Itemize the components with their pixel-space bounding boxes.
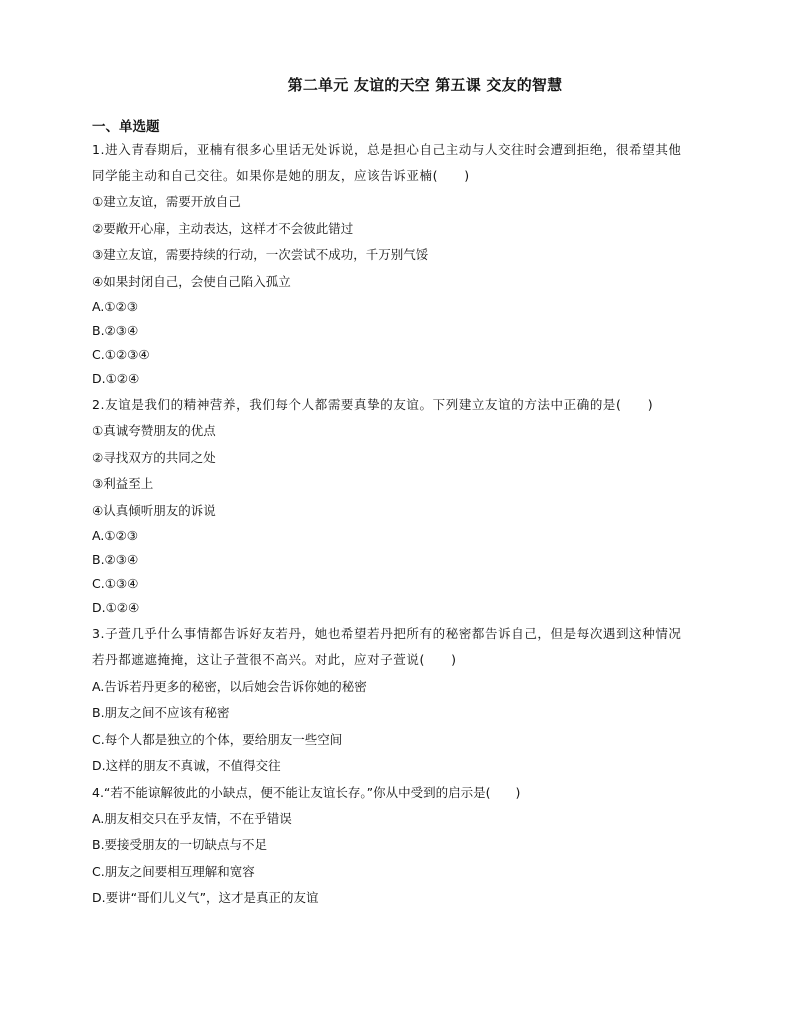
question-2-option-a: A.①②③ bbox=[92, 528, 138, 543]
question-1-stem-line-1: 1.进入青春期后，亚楠有很多心里话无处诉说，总是担心自己主动与人交往时会遭到拒绝，很希望其他 bbox=[92, 142, 682, 157]
question-3-option-a: A.告诉若丹更多的秘密，以后她会告诉你她的秘密 bbox=[92, 679, 367, 694]
question-2-stem-line-1: 2.友谊是我们的精神营养，我们每个人都需要真挚的友谊。下列建立友谊的方法中正确的是( ) bbox=[92, 397, 654, 412]
question-1-option-b: B.②③④ bbox=[92, 323, 139, 338]
question-3-option-b: B.朋友之间不应该有秘密 bbox=[92, 705, 230, 720]
question-2-option-b: B.②③④ bbox=[92, 552, 139, 567]
question-4-option-b: B.要接受朋友的一切缺点与不足 bbox=[92, 837, 268, 852]
question-3-option-d: D.这样的朋友不真诚，不值得交往 bbox=[92, 758, 281, 773]
question-3-stem-line-1: 3.子萱几乎什么事情都告诉好友若丹，她也希望若丹把所有的秘密都告诉自己，但是每次遇到这种情况 bbox=[92, 626, 682, 641]
question-1-item-2: ②要敞开心扉，主动表达，这样才不会彼此错过 bbox=[92, 221, 354, 236]
question-4-option-c: C.朋友之间要相互理解和宽容 bbox=[92, 864, 255, 879]
question-1-stem-line-2: 同学能主动和自己交往。如果你是她的朋友，应该告诉亚楠( ) bbox=[92, 168, 470, 183]
page-title: 第二单元 友谊的天空 第五课 交友的智慧 bbox=[287, 76, 563, 94]
question-1-option-a: A.①②③ bbox=[92, 299, 138, 314]
question-2-option-d: D.①②④ bbox=[92, 600, 140, 615]
question-4-option-d: D.要讲“哥们儿义气”，这才是真正的友谊 bbox=[92, 890, 319, 905]
question-2-option-c: C.①③④ bbox=[92, 576, 139, 591]
question-1-item-4: ④如果封闭自己，会使自己陷入孤立 bbox=[92, 274, 291, 289]
question-1-option-d: D.①②④ bbox=[92, 371, 140, 386]
question-4-option-a: A.朋友相交只在乎友情，不在乎错误 bbox=[92, 811, 292, 826]
question-3-stem-line-2: 若丹都遮遮掩掩，这让子萱很不高兴。对此，应对子萱说( ) bbox=[92, 652, 457, 667]
question-1-item-3: ③建立友谊，需要持续的行动，一次尝试不成功，千万别气馁 bbox=[92, 247, 429, 262]
question-2-item-3: ③利益至上 bbox=[92, 476, 154, 491]
question-3-option-c: C.每个人都是独立的个体，要给朋友一些空间 bbox=[92, 732, 343, 747]
question-4-stem-line-1: 4.“若不能谅解彼此的小缺点，便不能让友谊长存。”你从中受到的启示是( ) bbox=[92, 785, 521, 800]
question-1-item-1: ①建立友谊，需要开放自己 bbox=[92, 194, 241, 209]
question-2-item-2: ②寻找双方的共同之处 bbox=[92, 450, 216, 465]
question-2-item-4: ④认真倾听朋友的诉说 bbox=[92, 503, 216, 518]
question-2-item-1: ①真诚夸赞朋友的优点 bbox=[92, 423, 216, 438]
question-1-option-c: C.①②③④ bbox=[92, 347, 150, 362]
section-heading: 一、单选题 bbox=[92, 119, 160, 135]
